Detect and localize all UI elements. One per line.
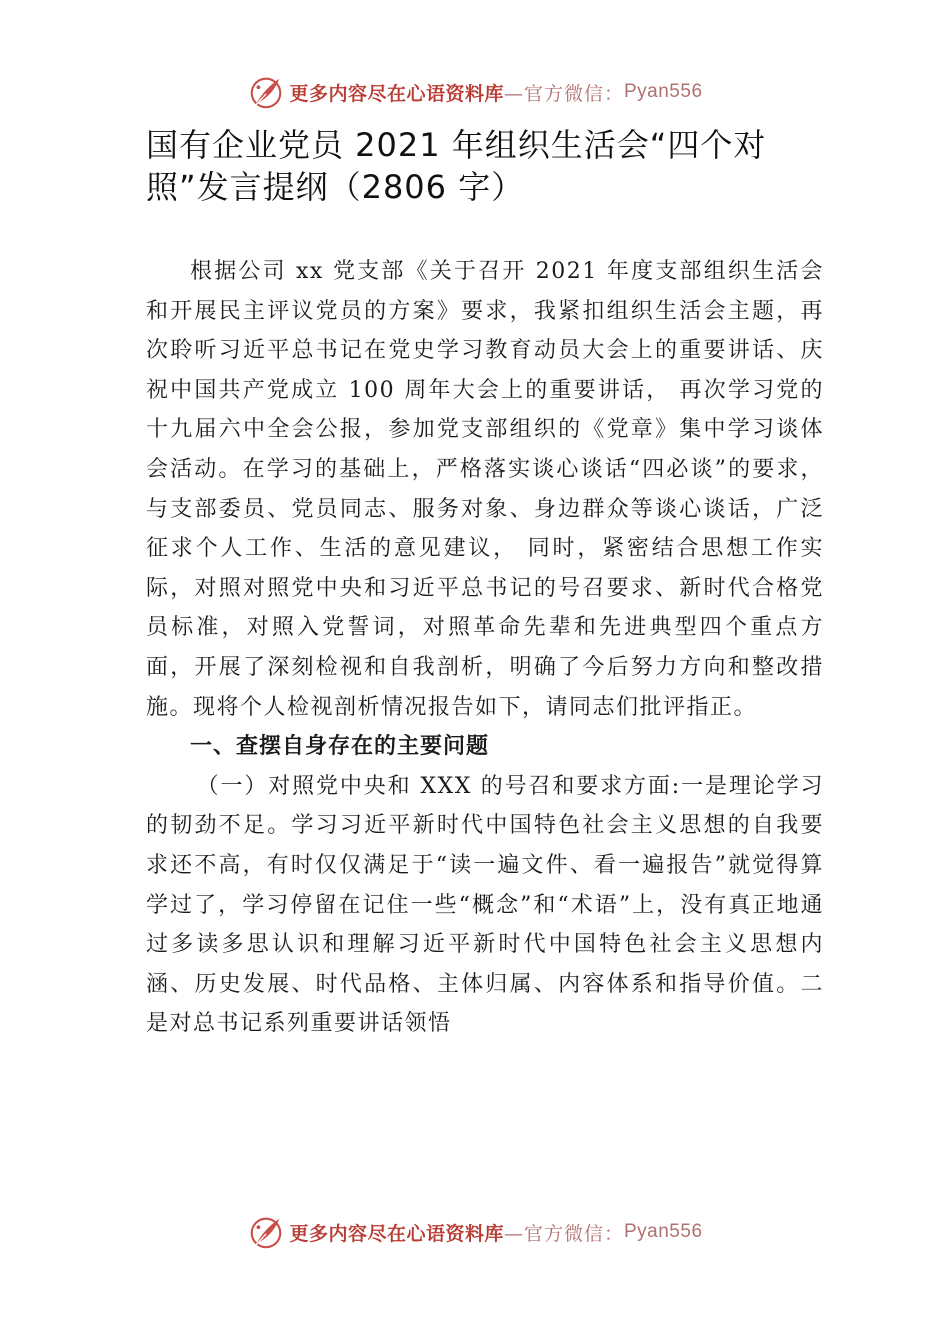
banner-wechat-id: Pyan556 <box>624 1221 703 1242</box>
intro-paragraph: 根据公司 xx 党支部《关于召开 2021 年度支部组织生活会和开展民主评议党员的方案》要求，我紧扣组织生活会主题，再次聆听习近平总书记在党史学习教育动员大会上的重要讲话、庆祝中国共产党成立 100 周年大会上的重要讲话， 再次学习党的十九届六中全会公报，参加党支部组织的《党章》集中学习谈体会活动。在学习的基础上，严格落实谈心谈话“四必谈”的要求，与支部委员、党员同志、服务对象、身边群众等谈心谈话，广泛征求个人工作、生活的意见建议， 同时，紧密结合思想工作实际，对照对照党中央和习近平总书记的号召要求、新时代合格党员标准，对照入党誓词，对照革命先辈和先进典型四个重点方面，开展了深刻检视和自我剖析，明确了今后努力方向和整改措施。现将个人检视剖析情况报告如下，请同志们批评指正。 <box>146 259 824 720</box>
header-watermark-banner <box>0 70 950 114</box>
banner-wechat-id: Pyan556 <box>624 81 703 102</box>
footer-watermark-banner <box>0 1210 950 1254</box>
section-heading: 一、查摆自身存在的主要问题 <box>190 734 490 760</box>
feather-quill-logo-icon <box>247 1213 285 1251</box>
section-paragraph: （一）对照党中央和 XXX 的号召和要求方面:一是理论学习的韧劲不足。学习习近平新时代中国特色社会主义思想的自我要求还不高，有时仅仅满足于“读一遍文件、看一遍报告”就觉得算学过了，学习停留在记住一些“概念”和“术语”上，没有真正地通过多读多思认识和理解习近平新时代中国特色社会主义思想内涵、历史发展、时代品格、主体归属、内容体系和指导价值。二是对总书记系列重要讲话领悟 <box>146 773 824 1037</box>
document-body <box>146 252 824 1044</box>
banner-official-label: —官方微信： <box>503 82 624 105</box>
banner-brand-text: 更多内容尽在心语资料库 <box>289 1222 504 1245</box>
document-title: 国有企业党员 2021 年组织生活会“四个对照”发言提纲（2806 字） <box>146 126 767 206</box>
banner-official-label: —官方微信： <box>503 1222 624 1245</box>
banner-brand-text: 更多内容尽在心语资料库 <box>289 82 504 105</box>
feather-quill-logo-icon <box>247 73 285 111</box>
